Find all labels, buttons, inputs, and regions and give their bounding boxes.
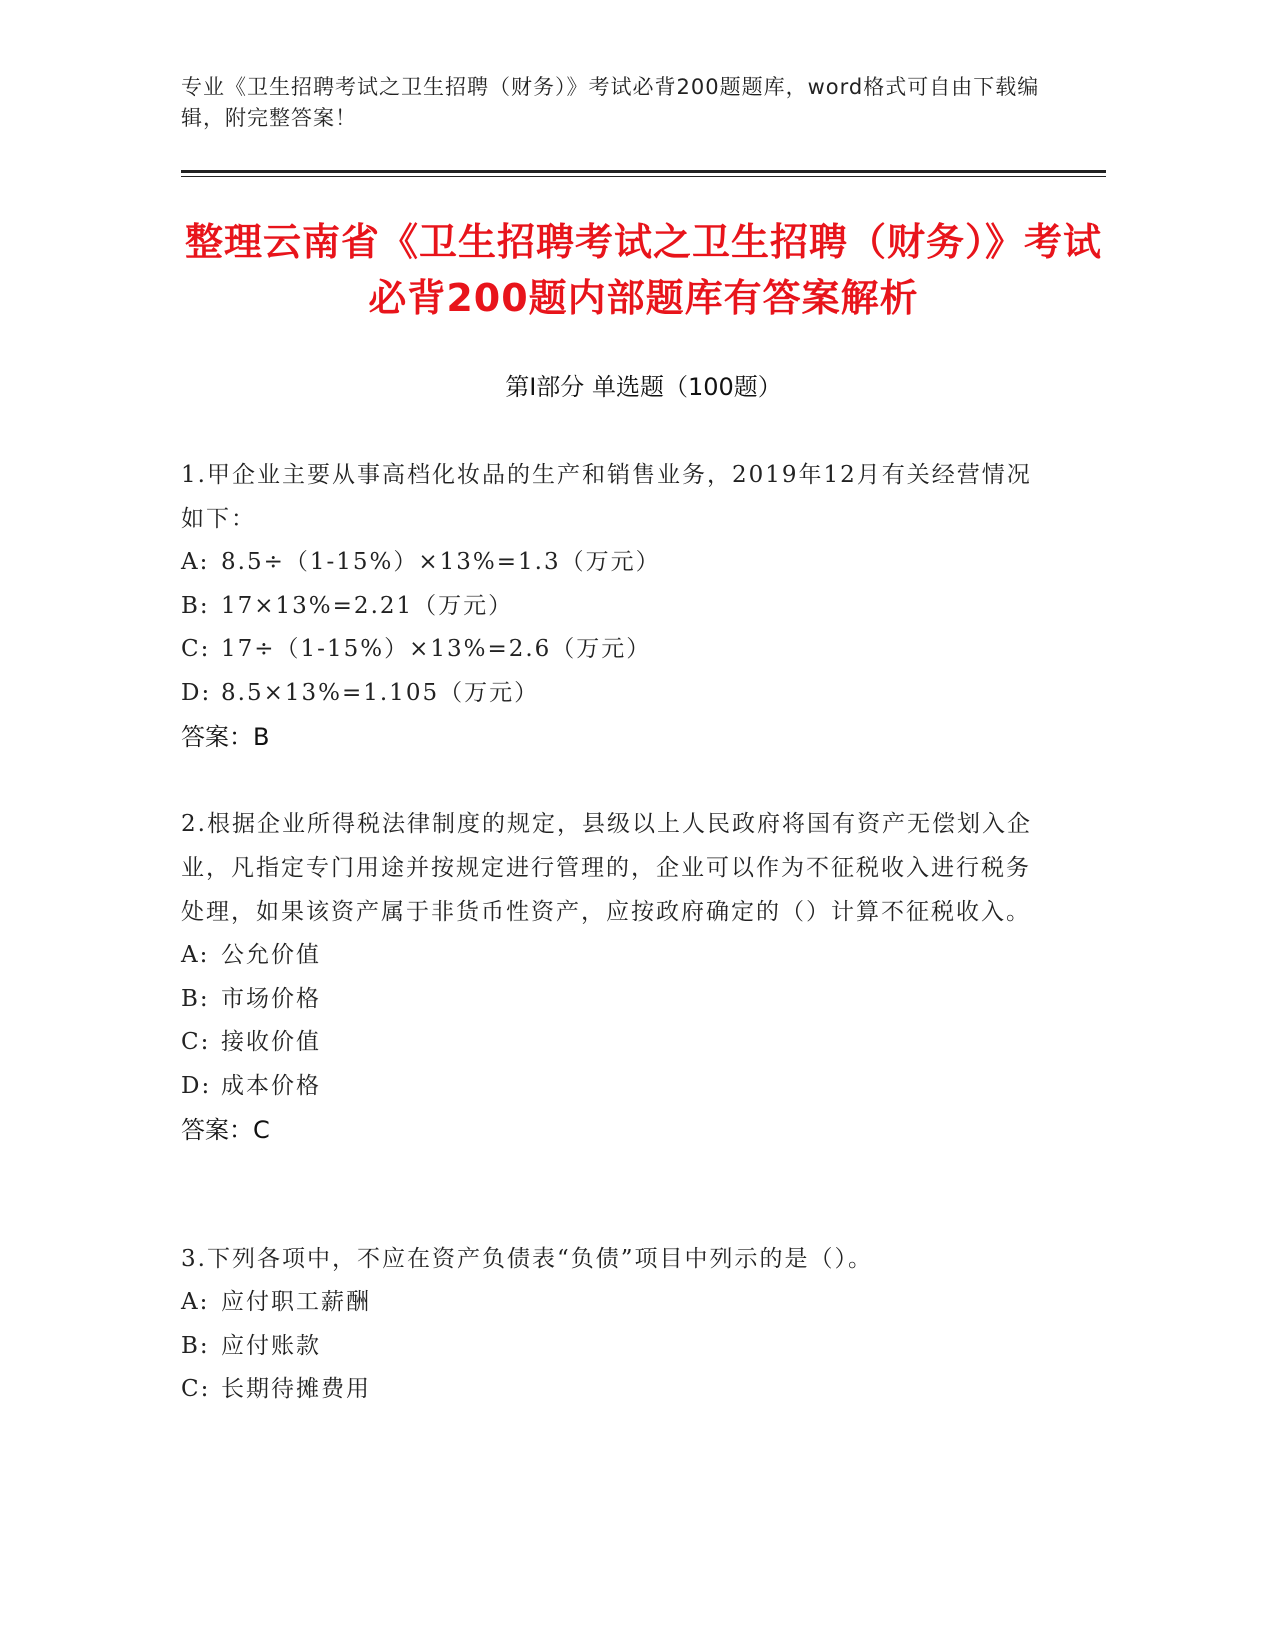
option-d (181, 1065, 1041, 1109)
option-text: 17÷（1-15%）×13%=2.6（万元） (221, 636, 652, 662)
question-2 (181, 802, 1041, 1152)
option-letter: B: (181, 985, 210, 1012)
option-b (181, 585, 1041, 629)
option-letter: A: (181, 549, 210, 575)
option-letter: D: (181, 1072, 212, 1099)
option-letter: D: (181, 679, 212, 706)
intro-text: 专业《卫生招聘考试之卫生招聘（财务）》考试必背200题题库，word格式可自由下载编辑，附完整答案！ (181, 75, 1040, 130)
option-letter: C: (181, 636, 211, 662)
option-text: 8.5×13%=1.105（万元） (221, 679, 540, 706)
option-text: 公允价值 (221, 942, 321, 968)
option-a (181, 1281, 1041, 1325)
question-3 (181, 1237, 1041, 1412)
option-d (181, 672, 1041, 716)
option-letter: C: (181, 1376, 211, 1402)
option-b (181, 1325, 1041, 1369)
option-letter: A: (181, 1289, 210, 1315)
question-1 (181, 453, 1041, 759)
option-text: 8.5÷（1-15%）×13%=1.3（万元） (221, 549, 661, 575)
option-text: 长期待摊费用 (221, 1376, 371, 1402)
option-text: 应付账款 (221, 1332, 321, 1359)
option-text: 成本价格 (221, 1072, 321, 1099)
answer-line: 答案：C (181, 1116, 270, 1144)
question-stem: 1.甲企业主要从事高档化妆品的生产和销售业务，2019年12月有关经营情况如下： (181, 462, 1032, 532)
option-a (181, 934, 1041, 978)
option-text: 应付职工薪酬 (221, 1289, 371, 1315)
answer-line: 答案：B (181, 723, 270, 751)
question-stem: 3.下列各项中，不应在资产负债表“负债”项目中列示的是（）。 (181, 1246, 873, 1272)
option-a (181, 541, 1041, 585)
option-text: 17×13%=2.21（万元） (221, 592, 514, 619)
document-title: 整理云南省《卫生招聘考试之卫生招聘（财务）》考试必背200题内部题库有答案解析 (184, 220, 1102, 320)
option-letter: A: (181, 942, 210, 968)
question-stem: 2.根据企业所得税法律制度的规定，县级以上人民政府将国有资产无偿划入企业，凡指定专门用途并按规定进行管理的，企业可以作为不征税收入进行税务处理，如果该资产属于非货币性资产，应按政府确定的（）计算不征税收入。 (181, 811, 1032, 925)
header-rule-thick (181, 170, 1106, 173)
option-text: 市场价格 (221, 985, 321, 1012)
option-c (181, 628, 1041, 672)
section-heading: 第Ⅰ部分 单选题（100题） (505, 373, 782, 401)
option-text: 接收价值 (221, 1029, 321, 1055)
option-letter: B: (181, 592, 210, 619)
option-c (181, 1021, 1041, 1065)
option-b (181, 978, 1041, 1022)
header-rule-thin (181, 176, 1106, 177)
option-letter: C: (181, 1029, 211, 1055)
option-letter: B: (181, 1332, 210, 1359)
option-c (181, 1368, 1041, 1412)
